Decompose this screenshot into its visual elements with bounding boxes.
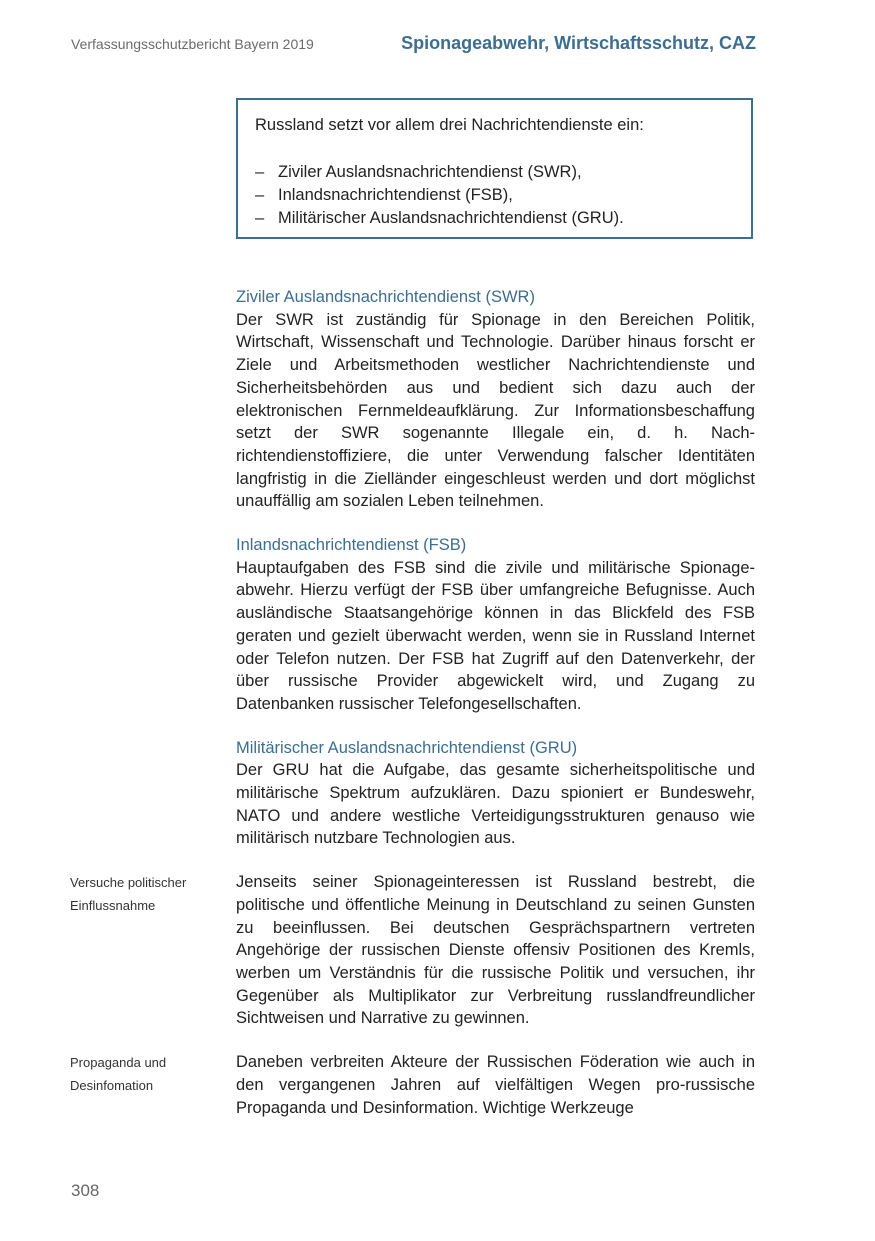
- section-heading: Inlandsnachrichtendienst (FSB): [236, 536, 467, 555]
- section-heading: Militärischer Auslandsnachrichtendienst (GRU): [236, 738, 578, 757]
- running-header-title: Verfassungsschutzbericht Bayern 2019: [71, 36, 314, 52]
- section-text: Der SWR ist zuständig für Spionage in den Bereichen Politik, Wirtschaft, Wissenschaft und Technologie. Darüber hinaus forscht er Ziele und Arbeitsmethoden westlicher Nachrichtendienste und Sicherheitsbehörden aus und bedient sich dazu auch der elektronischen Fernmeldeaufklärung. Zur Informationsbeschaffung setzt der SWR sogenannte Illegale ein, d. h. Nachrichtendienstoffiziere, die unter Verwendung falscher Identitäten langfristig in die Zielländer eingeschleust werden und dort möglichst unauffällig am sozialen Leben teilnehmen.: [236, 310, 755, 511]
- margin-note: Propaganda und Desinfomation: [70, 1055, 167, 1094]
- margin-note: Versuche politischer Einflussnahme: [70, 875, 187, 914]
- running-header-chapter: Spionageabwehr, Wirtschaftsschutz, CAZ: [401, 33, 756, 53]
- list-item: – Militärischer Auslandsnachrichtendienst (GRU).: [255, 207, 734, 230]
- section-text: Der GRU hat die Aufgabe, das gesamte sicherheitspolitische und militärische Spektrum aufzuklären. Dazu spioniert er Bundeswehr, NATO und andere westliche Verteidigungsstrukturen genauso wie militärisch nutzbare Technologien aus.: [236, 761, 755, 848]
- page-number: 308: [71, 1181, 100, 1200]
- info-box: [236, 98, 753, 239]
- section-heading: Ziviler Auslandsnachrichtendienst (SWR): [236, 288, 535, 306]
- paragraph-text: Daneben verbreiten Akteure der Russischen Föderation wie auch in den vergangenen Jahren auf vielfältigen Wegen pro-russische Propaganda und Desinformation. Wichtige Werkzeuge: [236, 1053, 755, 1117]
- paragraph-propaganda: [70, 1051, 755, 1119]
- info-box-intro: Russland setzt vor allem drei Nachrichtendienste ein:: [255, 116, 644, 134]
- info-box-list: [255, 161, 734, 230]
- section-swr: [236, 286, 755, 513]
- paragraph-influence: [70, 871, 755, 1030]
- paragraph-text: Jenseits seiner Spionageinteressen ist Russland bestrebt, die politische und öffentliche Meinung in Deutschland zu seinen Gunsten zu beeinflussen. Bei deutschen Gesprächspartnern vertreten Angehörige der russischen Dienste offensiv Positionen des Kremls, werben um Verständnis für die russische Politik und versuchen, ihr Gegenüber als Multiplikator zur Verbreitung russlandfreundlicher Sichtweisen und Narrative zu gewinnen.: [236, 873, 755, 1028]
- section-text: Hauptaufgaben des FSB sind die zivile und militärische Spionageabwehr. Hierzu verfügt der FSB über umfangreiche Befugnisse. Auch ausländische Staatsangehörige können in das Blickfeld des FSB geraten und gezielt überwacht werden, wenn sie in Russland Internet oder Telefon nutzen. Der FSB hat Zugriff auf den Datenverkehr, der über russische Provider abgewickelt wird, und Zugang zu Datenbanken russischer Telefongesellschaften.: [236, 558, 755, 713]
- list-item: – Ziviler Auslandsnachrichtendienst (SWR),: [255, 161, 734, 184]
- list-item: – Inlandsnachrichtendienst (FSB),: [255, 184, 734, 207]
- section-fsb: [236, 534, 755, 716]
- section-gru: [236, 737, 755, 851]
- main-content: [70, 286, 755, 1140]
